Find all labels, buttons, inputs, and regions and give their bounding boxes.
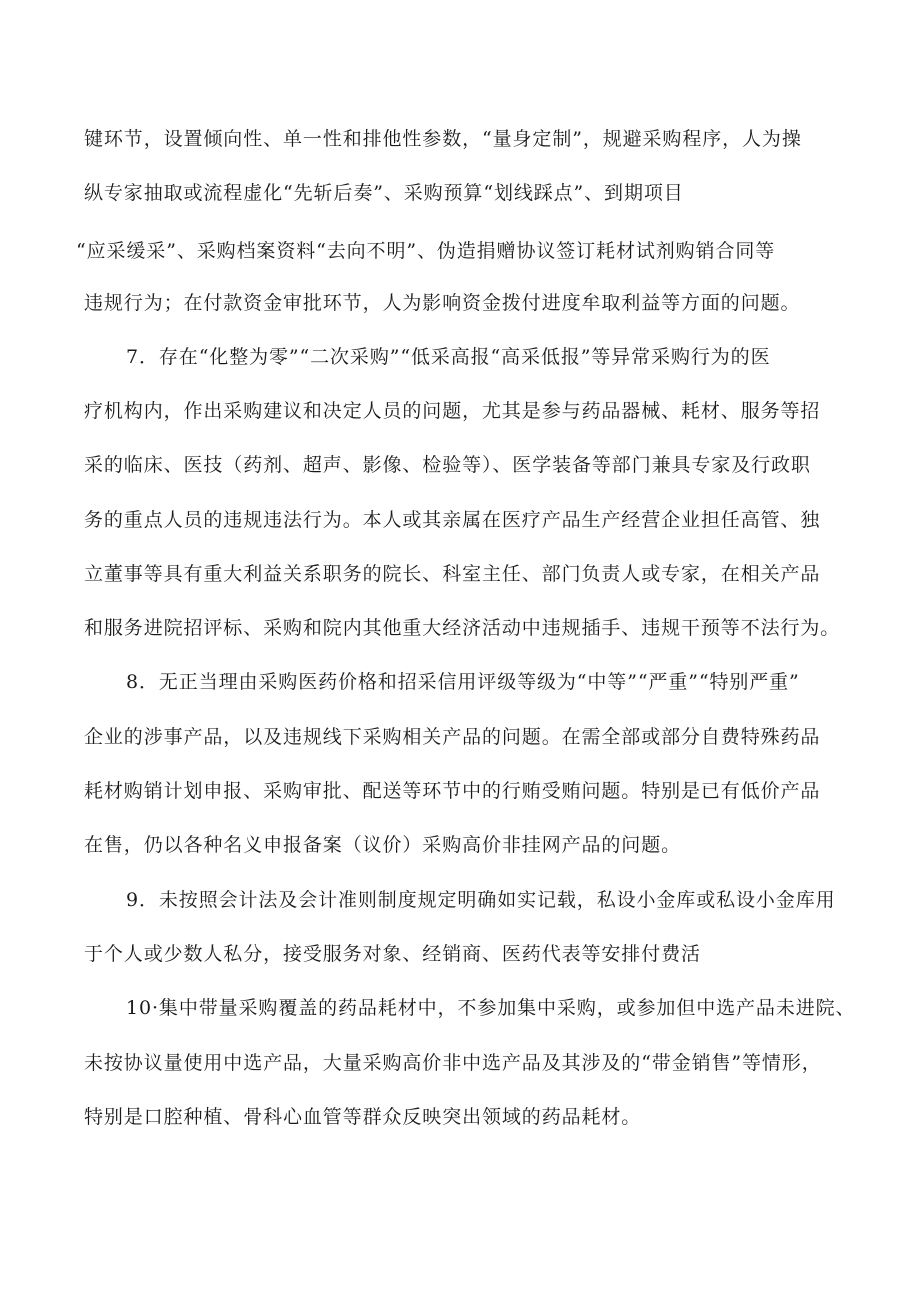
item-9-line-2: 于个人或少数人私分，接受服务对象、经销商、医药代表等安排付费活	[84, 943, 701, 965]
item-8-line-2: 企业的涉事产品，以及违规线下采购相关产品的问题。在需全部或部分自费特殊药品	[84, 726, 821, 748]
text-line-4: 违规行为；在付款资金审批环节，人为影响资金拨付进度牟取利益等方面的问题。	[84, 292, 801, 314]
item-7-line-6: 和服务进院招评标、采购和院内其他重大经济活动中违规插手、违规干预等不法行为。	[84, 617, 841, 639]
item-8-line-1: 8．无正当理由采购医药价格和招采信用评级等级为“中等”“严重”“特别严重”	[126, 671, 800, 693]
item-10-line-3: 特别是口腔种植、骨科心血管等群众反映突出领域的药品耗材。	[84, 1106, 642, 1128]
item-8-line-3: 耗材购销计划申报、采购审批、配送等环节中的行贿受贿问题。特别是已有低价产品	[84, 780, 821, 802]
item-10-line-2: 未按协议量使用中选产品，大量采购高价非中选产品及其涉及的“带金销售”等情形，	[84, 1052, 822, 1074]
item-7-line-4: 务的重点人员的违规违法行为。本人或其亲属在医疗产品生产经营企业担任高管、独	[84, 509, 821, 531]
item-7-line-2: 疗机构内，作出采购建议和决定人员的问题，尤其是参与药品器械、耗材、服务等招	[84, 400, 821, 422]
text-line-1: 键环节，设置倾向性、单一性和排他性参数，“量身定制”，规避采购程序，人为操	[84, 128, 802, 150]
text-line-2: 纵专家抽取或流程虚化“先斩后奏”、采购预算“划线踩点”、到期项目	[84, 182, 684, 204]
item-10-line-1: 10·集中带量采购覆盖的药品耗材中，不参加集中采购，或参加但中选产品未进院、	[126, 997, 856, 1019]
item-9-line-1: 9．未按照会计法及会计准则制度规定明确如实记载，私设小金库或私设小金库用	[126, 889, 836, 911]
item-7-line-5: 立董事等具有重大利益关系职务的院长、科室主任、部门负责人或专家，在相关产品	[84, 563, 821, 585]
item-7-line-1: 7．存在“化整为零”“二次采购”“低采高报“高采低报”等异常采购行为的医	[126, 346, 771, 368]
text-line-3: “应采缓采”、采购档案资料“去向不明”、伪造捐赠协议签订耗材试剂购销合同等	[76, 240, 776, 262]
item-7-line-3: 采的临床、医技（药剂、超声、影像、检验等）、医学装备等部门兼具专家及行政职	[84, 454, 811, 476]
item-8-line-4: 在售，仍以各种名义申报备案（议价）采购高价非挂网产品的问题。	[84, 834, 682, 856]
